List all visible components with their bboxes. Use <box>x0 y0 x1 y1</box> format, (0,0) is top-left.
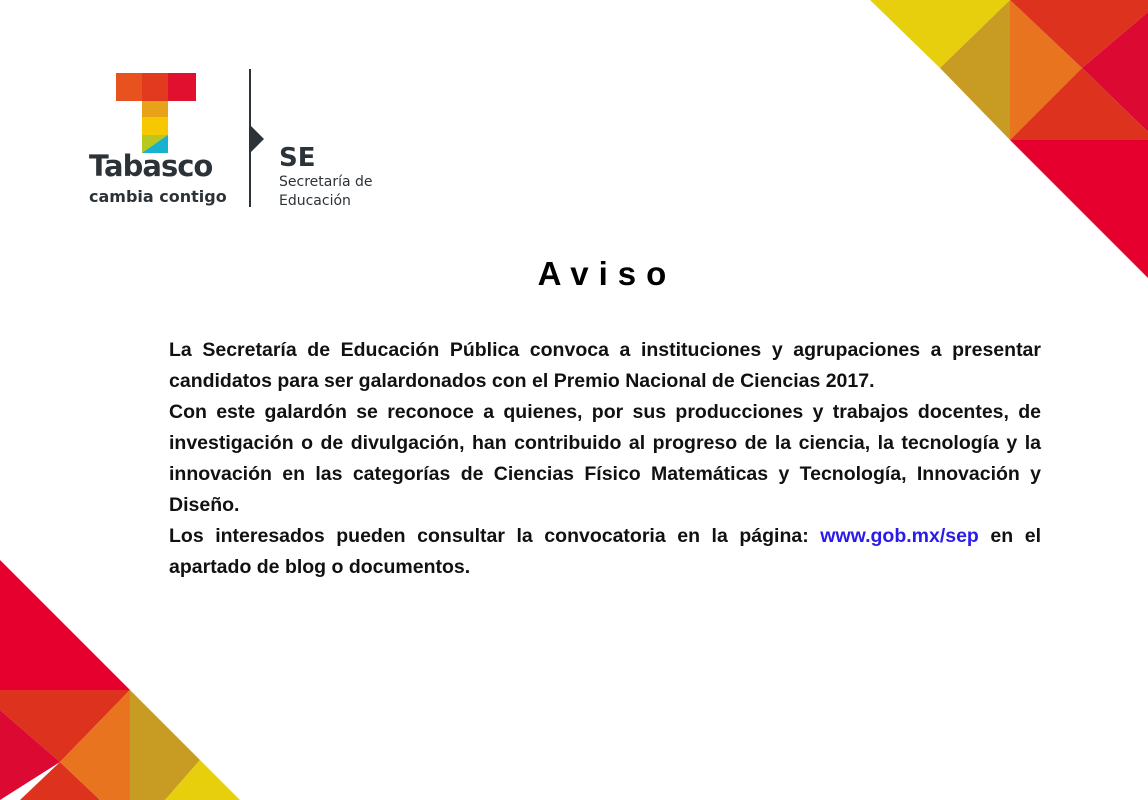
arrow-icon <box>250 125 264 153</box>
agency-name-line2: Educación <box>279 193 351 209</box>
closing-text-end: en el apartado de blog o documentos. <box>169 525 1042 578</box>
logo-agency-name <box>279 173 389 211</box>
sep-website-link[interactable]: www.gob.mx/sep <box>820 525 979 547</box>
logo-brand: Tabasco <box>89 149 213 183</box>
tabasco-t-icon <box>116 73 196 153</box>
logo-agency-abbr: SE <box>279 143 316 173</box>
page-title: Aviso <box>537 255 677 292</box>
logo-tagline: cambia contigo <box>89 187 227 206</box>
closing-paragraph <box>169 521 1041 583</box>
paragraph: La Secretaría de Educación Pública convoca a instituciones y agrupaciones a presentar candidatos para ser galardonados con el Premio Nacional de Ciencias 2017. <box>169 339 1041 392</box>
closing-text: Los interesados pueden consultar la convocatoria en la página: <box>169 525 821 547</box>
agency-name-line1: Secretaría de <box>279 174 373 190</box>
tabasco-se-logo <box>85 65 385 215</box>
paragraph: Con este galardón se reconoce a quienes, por sus producciones y trabajos docentes, de investigación o de divulgación, han contribuido al progreso de la ciencia, la tecnología y la innovación en las categorías de Ciencias Físico Matemáticas y Tecnología, Innovación y Diseño. <box>169 401 1041 516</box>
notice-body <box>169 335 1041 583</box>
